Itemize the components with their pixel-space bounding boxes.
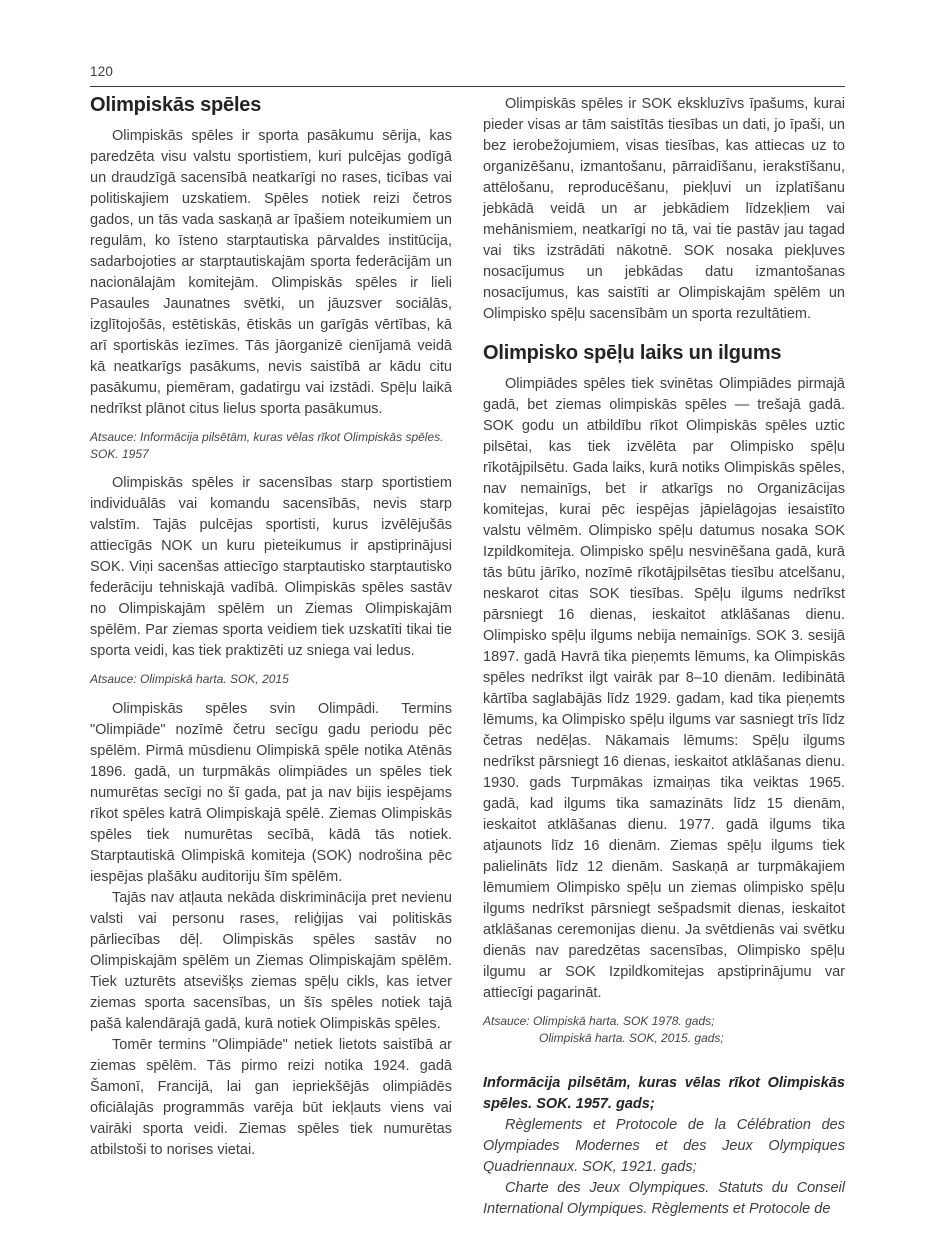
section-heading-duration: Olimpisko spēļu laiks un ilgums	[483, 342, 782, 364]
bibliography-item: Charte des Jeux Olympiques. Statuts du Conseil International Olympiques. Règlements et Protocole de	[483, 1180, 845, 1217]
right-column	[483, 94, 845, 1220]
left-column	[90, 94, 452, 1220]
reference-line: Atsauce: Olimpiskā harta. SOK 1978. gads;	[483, 1014, 715, 1028]
reference-line: Olimpiskā harta. SOK, 2015. gads;	[539, 1030, 724, 1045]
reference-citation: Atsauce: Olimpiskā harta. SOK, 2015	[90, 672, 289, 686]
body-paragraph: Olimpiādes spēles tiek svinētas Olimpiādes pirmajā gadā, bet ziemas olimpiskās spēles — trešajā gadā. SOK godu un atbildību rīkot Olimpiskās spēles uztic pilsētai, kas tiek izvēlēta par Olimpisko spēļu rīkotājpilsētu. Gada laiks, kurā notiks Olimpiskās spēles, nav nemainīgs, bet ir atkarīgs no Organizācijas komitejas, kurai pēc iespējas jāpielāgojas iesaistīto valstu vēlmēm. Olimpisko spēļu datumus nosaka SOK Izpildkomiteja. Olimpisko spēļu nesvinēšana gadā, kurā tās būtu jārīko, nozīmē rīkotājpilsētas tiesību atcelšanu, neskarot citas SOK tiesības. Spēļu ilgums nedrīkst pārsniegt 16 dienas, ieskaitot atklāšanas dienu. Olimpisko spēļu ilgums nebija nemainīgs. SOK 3. sesijā 1897. gadā Havrā tika pieņemts lēmums, ka Olimpiskās spēles nedrīkst ilgt vairāk par 8–10 dienām. Iedibinātā kārtība saglabājās līdz 1929. gadam, kad tika pieņemts lēmums, ka Olimpisko spēļu ilgums var sasniegt trīs līdz četras nedēļas. Nākamais lēmums: Spēļu ilgums nedrīkst pārsniegt 16 dienas, ieskaitot atklāšanas dienu. 1930. gads Turpmākas izmaiņas tika veiktas 1965. gadā, kad ilgums tika samazināts līdz 15 dienām, ieskaitot atklāšanas dienu. 1977. gadā ilgums tika atjaunots līdz 16 dienām. Ziemas spēļu ilgums tiek palielināts līdz 12 dienām. Saskaņā ar turpmākajiem lēmumiem Olimpisko spēļu un ziemas olimpisko spēļu ilgums nedrīkst pārsniegt sešpadsmit dienas, ieskaitot atklāšanas ceremonijas dienu. Ja svētdienās vai svētku dienās nav paredzētas sacensības, Olimpisko spēļu ilgumu ar SOK Izpildkomitejas apstiprinājumu var attiecīgi pagarināt.	[483, 376, 845, 1001]
body-paragraph: Olimpiskās spēles ir sacensības starp sportistiem individuālās vai komandu sacensībās, nevis starp valstīm. Tajās pulcējas sportisti, kurus izvēlējušās attiecīgās NOK un kuru pieteikumus ir apstiprinājusi SOK. Viņi sacenšas attiecīgo starptautisko starptautisko federāciju tehniskajā vadībā. Olimpiskās spēles sastāv no Olimpiskajām spēlēm un Ziemas Olimpiskajām spēlēm. Par ziemas sporta veidiem tiek uzskatīti tikai tie sporta veidi, kas tiek praktizēti uz sniega vai ledus.	[90, 475, 452, 659]
header-rule	[90, 86, 845, 87]
reference-citation	[90, 429, 452, 462]
reference-citation	[483, 1013, 845, 1046]
body-paragraph: Tomēr termins "Olimpiāde" netiek lietots saistībā ar ziemas spēlēm. Tās pirmo reizi notika 1924. gadā Šamonī, Francijā, lai gan iepriekšējās olimpiādēs oficiālajās programmās varēja būt iekļauts viens vai vairāki sporta veidi. Ziemas spēles tiek numurētas atbilstoši to norises vietai.	[90, 1036, 452, 1158]
body-paragraph: Olimpiskās spēles ir sporta pasākumu sērija, kas paredzēta visu valstu sportistiem, kuri pulcējas godīgā un draudzīgā sacensībā neatkarīgi no rases, ticības vai politiskajiem uzskatiem. Spēles notiek reizi četros gados, un tās vada saskaņā ar īpašiem noteikumiem un regulām, ko īsteno starptautiska pārvaldes institūcija, sadarbojoties ar starptautiskajām sporta federācijām un nacionālajām komitejām. Olimpiskās spēles ir lieli Pasaules Jaunatnes svētki, un jāuzsver sociālās, izglītojošās, estētiskās, ētiskās un garīgās vērtības, kā arī sportiskās iezīmes. Tās jāorganizē cienījamā veidā kā neatkarīgs pasākums, nevis saistībā ar kādu citu pasākumu, piemēram, gadatirgu vai izstādi. Spēļu laikā nedrīkst plānot citus lielus sporta pasākumus.	[90, 128, 452, 417]
section-heading-olympic-games: Olimpiskās spēles	[90, 94, 262, 116]
bibliography-highlight: Informācija pilsētām, kuras vēlas rīkot Olimpiskās spēles. SOK. 1957. gads;	[483, 1075, 845, 1112]
body-paragraph: Tajās nav atļauta nekāda diskriminācija pret nevienu valsti vai personu rases, reliģijas vai politiskās pārliecības dēļ. Olimpiskās spēles sastāv no Olimpiskajām spēlēm un Ziemas Olimpiskajām spēlēm. Tiek uzturēts atsevišķs ziemas spēļu cikls, kas ietver ziemas sporta sacensības, un šīs spēles notiek tajā pašā kalendārajā gadā, kurā notiek Olimpiskās spēles.	[90, 889, 452, 1032]
reference-line: Atsauce: Informācija pilsētām, kuras vēlas rīkot Olimpiskās spēles.	[90, 430, 444, 444]
two-column-layout	[90, 94, 845, 1220]
reference-line: SOK. 1957	[90, 446, 149, 461]
body-paragraph: Olimpiskās spēles ir SOK ekskluzīvs īpašums, kurai pieder visas ar tām saistītās tiesības un dati, jo īpaši, un bez ierobežojumiem, visas tiesības, kas attiecas uz to organizēšanu, izmantošanu, pārraidīšanu, ierakstīšanu, attēlošanu, reproducēšanu, piekļuvi un izplatīšanu jebkādā veidā un ar jebkādiem līdzekļiem vai mehānismiem, neatkarīgi no tā, vai tie pastāv jau tagad vai tiks izstrādāti nākotnē. SOK nosaka piekļuves nosacījumus un jebkādas datu izmantošanas nosacījumus, kas saistīti ar Olimpiskajām spēlēm un Olimpisko spēļu sacensībām un sporta rezultātiem.	[483, 96, 845, 322]
body-paragraph: Olimpiskās spēles svin Olimpādi. Termins "Olimpiāde" nozīmē četru secīgu gadu periodu pēc spēlēm. Pirmā mūsdienu Olimpiskā spēle notika Atēnās 1896. gadā, un turpmākās olimpiādes un spēles tiek numurētas secīgi no šī gada, pat ja nav bijis iespējams rīkot spēles katrā Olimpiskajā spēlē. Ziemas Olimpiskās spēles tiek numurētas secībā, kādā tās notiek. Starptautiskā Olimpiskā komiteja (SOK) nodrošina pēc iespējas plašāku auditoriju šīm spēlēm.	[90, 700, 452, 885]
bibliography-item: Règlements et Protocole de la Célébration des Olympiades Modernes et des Jeux Olympiques Quadriennaux. SOK, 1921. gads;	[483, 1117, 845, 1175]
page-number: 120	[90, 64, 114, 79]
